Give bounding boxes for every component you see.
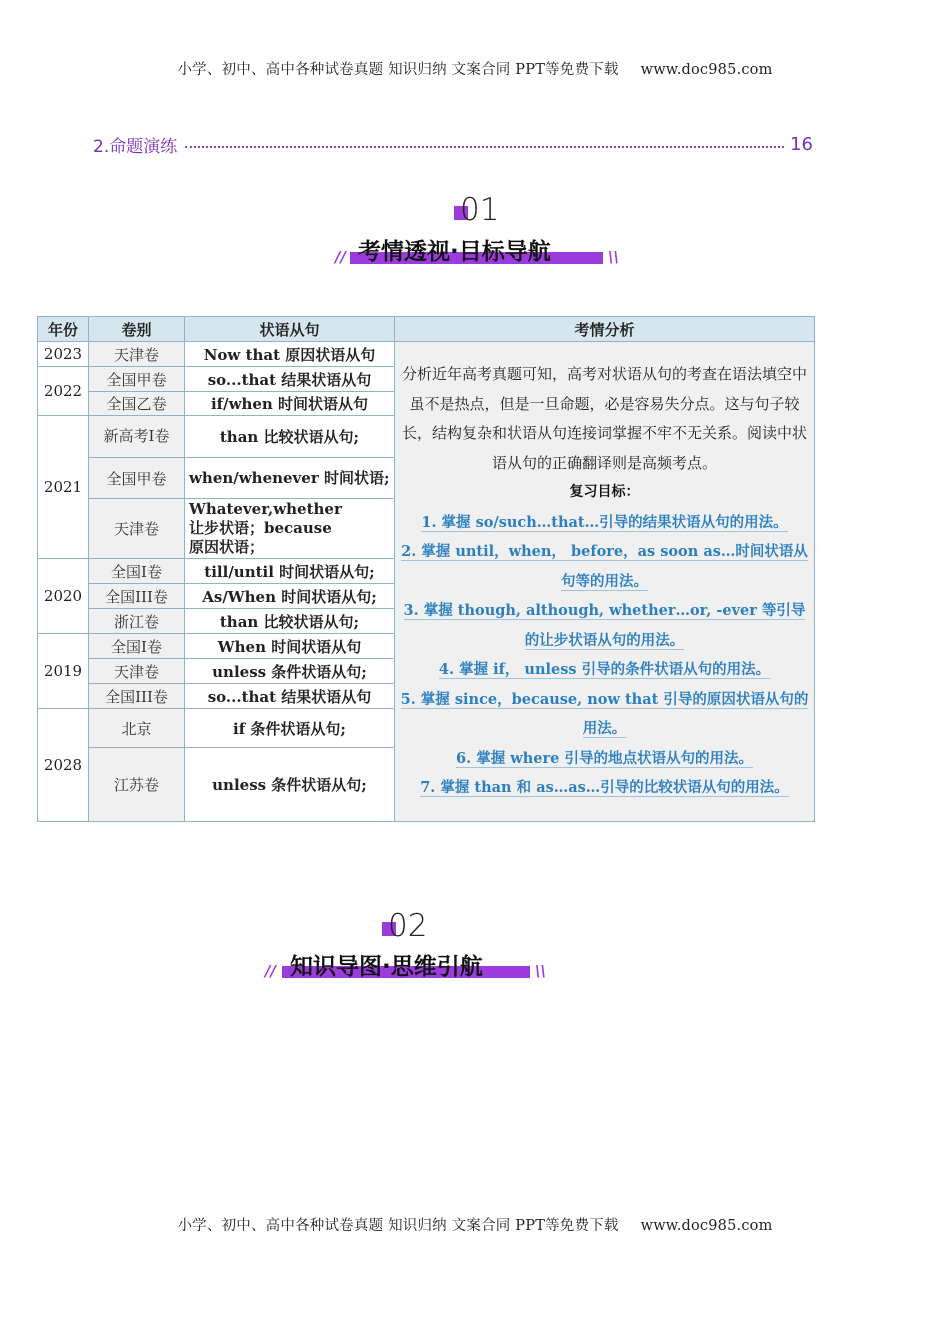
section-title: 知识导图·思维引航 [290,954,483,980]
paper-cell: 北京 [89,709,185,748]
paper-cell: 新高考I卷 [89,416,185,458]
analysis-cell [395,342,815,822]
clause-cell: As/When 时间状语从句; [185,584,395,609]
year-cell: 2022 [38,367,89,416]
goal-item: 2. 掌握 until，when， before，as soon as…时间状语从句等的用法。 [401,543,808,590]
clause-cell: unless 条件状语从句; [185,659,395,684]
paper-cell: 江苏卷 [89,748,185,822]
paper-cell: 浙江卷 [89,609,185,634]
goal-item: 3. 掌握 though, although, whether…or, -ever 等引导的让步状语从句的用法。 [403,602,806,649]
goal-heading: 复习目标： [569,484,640,501]
section-heading-02 [0,908,950,988]
goal-item: 5. 掌握 since，because, now that 引导的原因状语从句的用法。 [400,690,809,738]
section-heading-01 [0,192,950,272]
clause-cell: if/when 时间状语从句 [185,392,395,416]
paper-cell: 全国乙卷 [89,392,185,416]
clause-cell: Now that 原因状语从句 [185,342,395,367]
section-number: 01 [460,192,499,228]
slash-right-decoration: \\ [608,248,619,266]
slash-right-decoration: \\ [535,962,546,980]
year-cell: 2020 [38,559,89,634]
page-footer [0,1214,950,1235]
paper-cell: 全国I卷 [89,634,185,659]
year-cell: 2023 [38,342,89,367]
paper-cell: 全国III卷 [89,584,185,609]
goal-item: 6. 掌握 where 引导的地点状语从句的用法。 [456,749,753,767]
exam-analysis-table [37,316,815,822]
header-analysis: 考情分析 [395,317,815,342]
paper-cell: 天津卷 [89,342,185,367]
header-paper: 卷别 [89,317,185,342]
clause-cell: than 比较状语从句; [185,609,395,634]
clause-line: Whatever,whether [189,500,342,518]
clause-cell: so...that 结果状语从句 [185,367,395,392]
paper-cell: 全国甲卷 [89,367,185,392]
section-number: 02 [388,908,427,944]
footer-url[interactable]: www.doc985.com [640,1218,773,1234]
year-cell: 2019 [38,634,89,709]
toc-entry[interactable] [93,132,813,156]
header-url[interactable]: www.doc985.com [640,62,773,78]
paper-cell: 全国III卷 [89,684,185,709]
header-text: 小学、初中、高中各种试卷真题 知识归纳 文案合同 PPT等免费下载 [177,62,619,78]
paper-cell: 全国I卷 [89,559,185,584]
clause-cell: when/whenever 时间状语; [185,458,395,499]
paper-cell: 天津卷 [89,499,185,559]
footer-text: 小学、初中、高中各种试卷真题 知识归纳 文案合同 PPT等免费下载 [177,1218,619,1234]
page-header [0,58,950,79]
toc-page-number: 16 [790,133,813,155]
table-header-row [38,317,815,342]
clause-cell: till/until 时间状语从句; [185,559,395,584]
goal-item: 4. 掌握 if， unless 引导的条件状语从句的用法。 [438,661,771,679]
clause-cell: than 比较状语从句; [185,416,395,458]
table-row [38,342,815,367]
toc-leader-dots [185,146,784,148]
clause-line: 原因状语； [189,538,265,556]
slash-left-decoration: // [265,962,276,980]
paper-cell: 天津卷 [89,659,185,684]
slash-left-decoration: // [335,248,346,266]
section-title: 考情透视·目标导航 [358,239,551,265]
clause-cell [185,499,395,559]
paper-cell: 全国甲卷 [89,458,185,499]
clause-line: 让步状语；because [189,519,332,537]
clause-cell: When 时间状语从句 [185,634,395,659]
goal-item: 1. 掌握 so/such…that…引导的结果状语从句的用法。 [421,513,788,531]
clause-cell: unless 条件状语从句; [185,748,395,822]
goal-item: 7. 掌握 than 和 as…as…引导的比较状语从句的用法。 [420,779,789,797]
year-cell: 2028 [38,709,89,822]
header-year: 年份 [38,317,89,342]
year-cell: 2021 [38,416,89,559]
header-clause: 状语从句 [185,317,395,342]
toc-label: 2.命题演练 [93,136,178,157]
clause-cell: if 条件状语从句; [185,709,395,748]
clause-cell: so...that 结果状语从句 [185,684,395,709]
analysis-intro: 分析近年高考真题可知，高考对状语从句的考查在语法填空中虽不是热点，但是一旦命题，必是容易失分点。这与句子较长，结构复杂和状语从句连接词掌握不牢不无关系。阅读中状语从句的正确翻译则是高频考点。 [401,365,807,472]
